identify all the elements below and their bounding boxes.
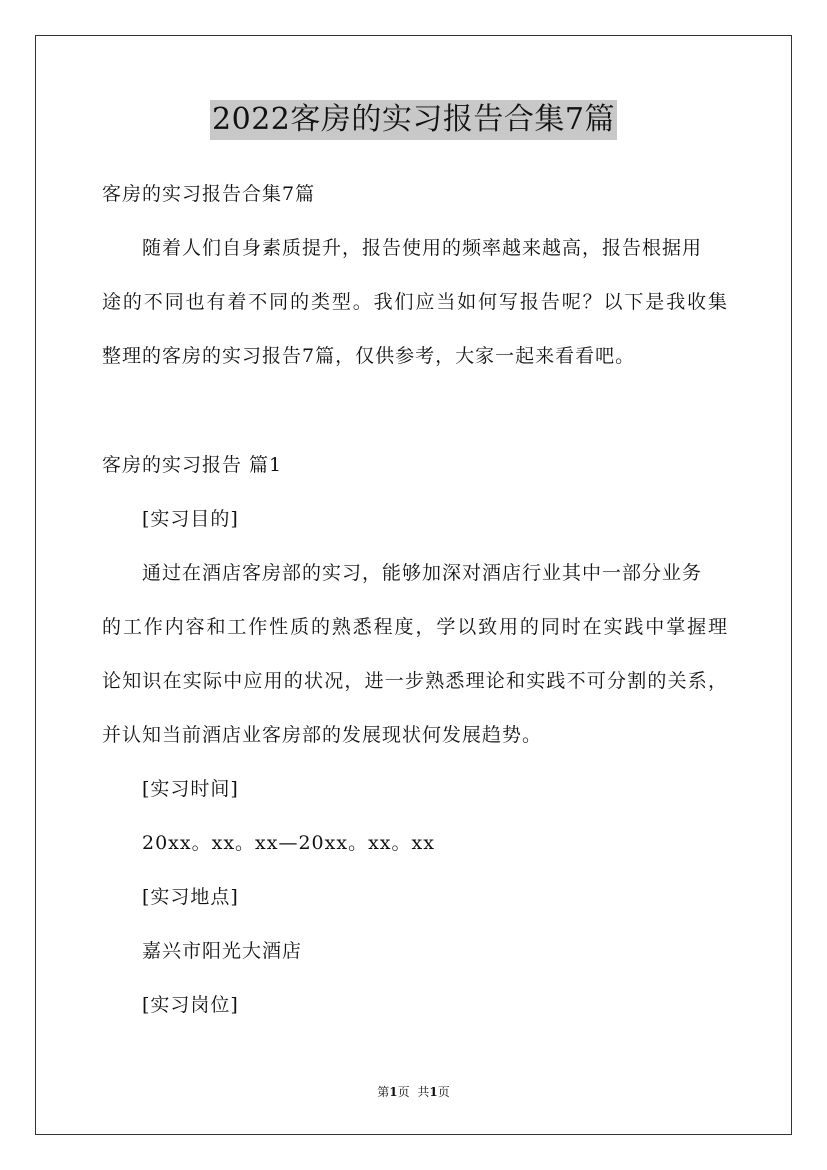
time-value: 20xx。xx。xx—20xx。xx。xx bbox=[142, 832, 435, 854]
intro-line-3: 整理的客房的实习报告7篇，仅供参考，大家一起来看看吧。 bbox=[102, 345, 636, 367]
purpose-line-2: 的工作内容和工作性质的熟悉程度，学以致用的同时在实践中掌握理 bbox=[102, 616, 727, 638]
purpose-label: [实习目的] bbox=[142, 508, 239, 530]
page-suffix: 页 bbox=[397, 1085, 410, 1099]
document-title: 2022客房的实习报告合集7篇 bbox=[210, 100, 617, 140]
page-number: 1 bbox=[389, 1085, 398, 1099]
purpose-line-3: 论知识在实际中应用的状况，进一步熟悉理论和实践不可分割的关系， bbox=[102, 670, 727, 692]
subtitle: 客房的实习报告合集7篇 bbox=[102, 183, 316, 205]
title-wrap bbox=[0, 100, 827, 140]
place-label: [实习地点] bbox=[142, 886, 239, 908]
intro-line-2: 途的不同也有着不同的类型。我们应当如何写报告呢？以下是我收集 bbox=[102, 291, 727, 313]
purpose-line-1: 通过在酒店客房部的实习，能够加深对酒店行业其中一部分业务 bbox=[142, 562, 703, 584]
page-prefix: 第 bbox=[377, 1085, 390, 1099]
place-value: 嘉兴市阳光大酒店 bbox=[142, 940, 303, 962]
section-heading: 客房的实习报告 篇1 bbox=[102, 454, 283, 476]
purpose-line-4: 并认知当前酒店业客房部的发展现状何发展趋势。 bbox=[102, 724, 543, 746]
total-suffix: 页 bbox=[437, 1085, 450, 1099]
total-prefix: 共 bbox=[417, 1085, 430, 1099]
time-label: [实习时间] bbox=[142, 778, 239, 800]
page-footer bbox=[0, 1084, 827, 1100]
total-pages: 1 bbox=[429, 1085, 438, 1099]
position-label: [实习岗位] bbox=[142, 994, 239, 1016]
intro-line-1: 随着人们自身素质提升，报告使用的频率越来越高，报告根据用 bbox=[142, 237, 703, 259]
